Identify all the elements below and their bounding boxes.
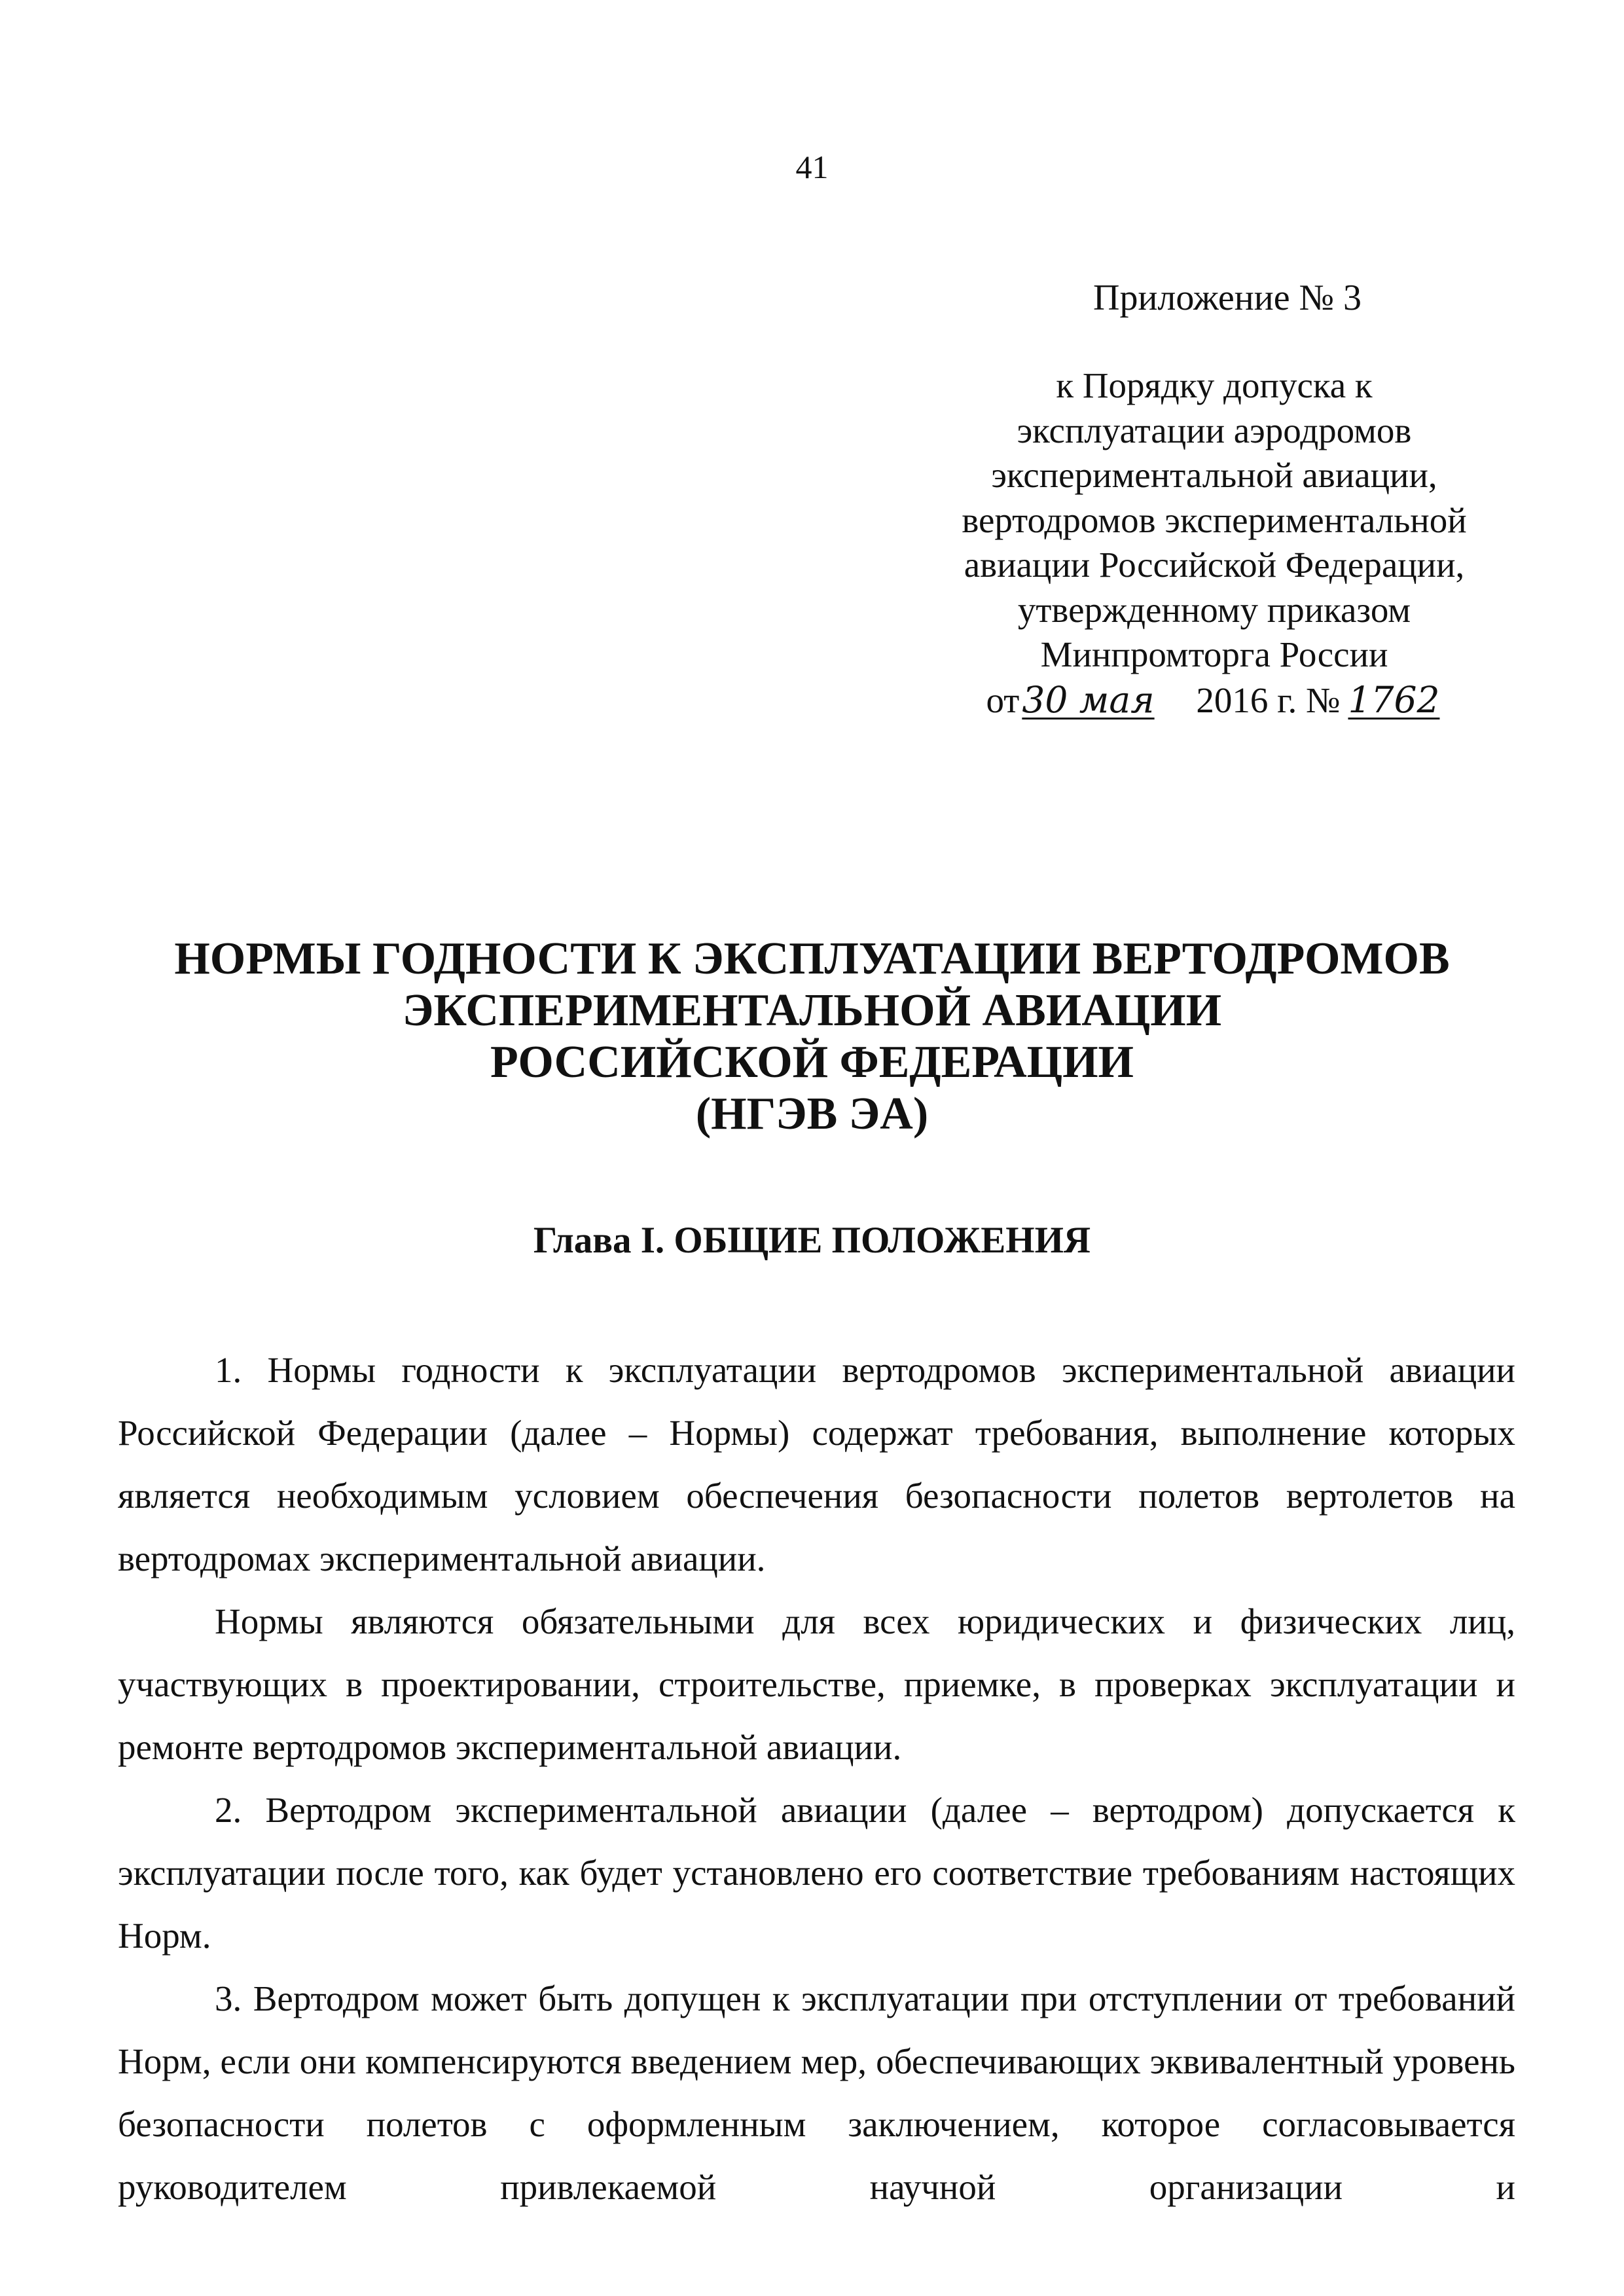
appendix-line: к Порядку допуска к	[1056, 365, 1373, 405]
order-year: 2016 г. №	[1196, 680, 1341, 720]
paragraph: 1. Нормы годности к эксплуатации вертодромов экспериментальной авиации Российской Федерации (далее – Нормы) содержат требования, выполнение которых является необходимым условием обеспечения безопасности полетов вертолетов на вертодромах экспериментальной авиации.	[118, 1350, 1515, 1578]
chapter-title: Глава I. ОБЩИЕ ПОЛОЖЕНИЯ	[533, 1220, 1091, 1261]
appendix-line: эксплуатации аэродромов	[1017, 410, 1412, 450]
handwritten-order-number: 1762	[1348, 678, 1440, 721]
paragraph: 2. Вертодром экспериментальной авиации (далее – вертодром) допускается к эксплуатации после того, как будет установлено его соответствие требованиям настоящих Норм.	[118, 1790, 1515, 1956]
handwritten-date: 30 мая	[1022, 678, 1155, 721]
appendix-line: утвержденному приказом	[1017, 589, 1411, 630]
title-line: ЭКСПЕРИМЕНТАЛЬНОЙ АВИАЦИИ	[402, 985, 1222, 1036]
paragraph: 3. Вертодром может быть допущен к эксплуатации при отступлении от требований Норм, если они компенсируются введением мер, обеспечивающих эквивалентный уровень безопасности полетов с оформленным заключением, которое согласовывается руководителем привлекаемой научной организации и	[118, 1978, 1515, 2207]
title-line: НОРМЫ ГОДНОСТИ К ЭКСПЛУАТАЦИИ ВЕРТОДРОМОВ	[174, 934, 1450, 984]
appendix-line: экспериментальной авиации,	[991, 455, 1437, 495]
appendix-reference	[884, 363, 1545, 723]
page-number: 41	[795, 149, 829, 185]
order-prefix: от	[986, 680, 1020, 720]
document-title	[0, 933, 1624, 1140]
title-line: (НГЭВ ЭА)	[695, 1089, 929, 1139]
order-line	[884, 678, 1545, 723]
paragraph: Нормы являются обязательными для всех юридических и физических лиц, участвующих в проектировании, строительстве, приемке, в проверках эксплуатации и ремонте вертодромов экспериментальной авиации.	[118, 1601, 1515, 1767]
appendix-line: Минпромторга России	[1040, 634, 1388, 674]
appendix-line: вертодромов экспериментальной	[962, 500, 1467, 540]
appendix-title: Приложение № 3	[1093, 278, 1362, 318]
title-line: РОССИЙСКОЙ ФЕДЕРАЦИИ	[490, 1037, 1134, 1087]
body-text	[118, 1339, 1515, 2219]
appendix-line: авиации Российской Федерации,	[964, 545, 1465, 585]
